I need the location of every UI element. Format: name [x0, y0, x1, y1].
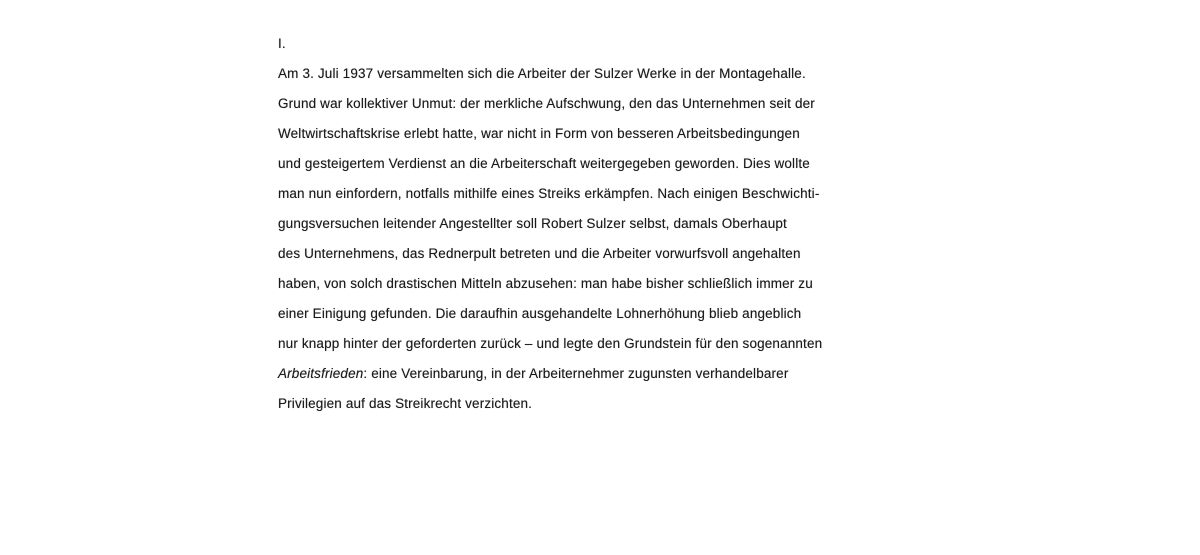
- text-line: Am 3. Juli 1937 versammelten sich die Arbeiter der Sulzer Werke in der Montagehalle.: [278, 66, 806, 81]
- text-line: nur knapp hinter der geforderten zurück – und legte den Grundstein für den sogenannten: [278, 336, 823, 351]
- text-line: des Unternehmens, das Rednerpult betreten und die Arbeiter vorwurfsvoll angehalten: [278, 246, 801, 261]
- text-line: gungsversuchen leitender Angestellter soll Robert Sulzer selbst, damals Oberhaupt: [278, 216, 787, 231]
- italic-term: Arbeitsfrieden: [278, 366, 364, 381]
- text-line: Grund war kollektiver Unmut: der merkliche Aufschwung, den das Unternehmen seit der: [278, 96, 815, 111]
- text-line: einer Einigung gefunden. Die daraufhin ausgehandelte Lohnerhöhung blieb angeblich: [278, 306, 802, 321]
- text-line: man nun einfordern, notfalls mithilfe eines Streiks erkämpfen. Nach einigen Beschwichti-: [278, 186, 820, 201]
- text-line: haben, von solch drastischen Mitteln abzusehen: man habe bisher schließlich immer zu: [278, 276, 813, 291]
- text-line: und gesteigertem Verdienst an die Arbeiterschaft weitergegeben geworden. Dies wollte: [278, 156, 810, 171]
- text-line: [278, 359, 943, 389]
- text-line: Weltwirtschaftskrise erlebt hatte, war nicht in Form von besseren Arbeitsbedingungen: [278, 126, 800, 141]
- text-line: Privilegien auf das Streikrecht verzichten.: [278, 396, 533, 411]
- section-heading: I.: [278, 36, 286, 51]
- text-line-rest: : eine Vereinbarung, in der Arbeiternehmer zugunsten verhandelbarer: [363, 366, 789, 381]
- paragraph-block: [278, 29, 943, 419]
